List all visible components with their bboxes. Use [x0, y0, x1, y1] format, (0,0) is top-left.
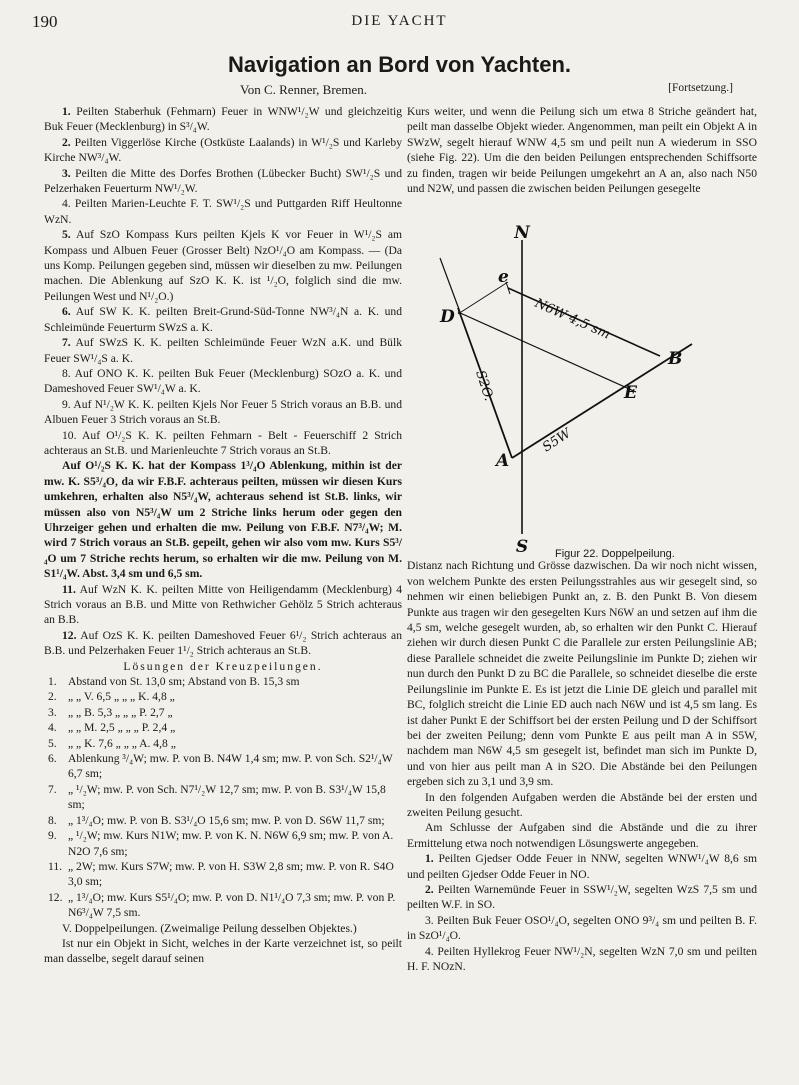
solution-number: 8.: [48, 813, 57, 827]
solution-row: [44, 674, 402, 689]
solution-number: 4.: [48, 721, 57, 735]
page-number: 190: [32, 12, 58, 31]
paragraph-tasks-intro: In den folgenden Aufgaben werden die Abstände bei der ersten und zweiten Peilung gesucht.: [407, 790, 757, 819]
paragraph-construction: Distanz nach Richtung und Grösse dazwischen. Da wir noch nicht wissen, von welchem Punkte des ersten Peilungsstrahles aus wir gesegelt sind, so nehmen wir einen beliebigen Punkt an, z. B. den Punkt B. Von diesem Punkte aus tragen wir den gesegelten Kurs N6W an und setzen auf ihm die 4,5 sm, welche gesegelt wurden, ab, so erhalten wir den Punkt C. Hierauf ziehen wir durch diesen Punkt C die Parallele zur ersten Peilungslinie AB; diese Parallele schneidet die zweite Peilungslinie im Punkte D; ziehen wir nun durch den Punkt D zu BC die Parallele, so schneidet dieselbe die erste Peilungslinie im Punkte E. Es ist jetzt die Linie DE gleich und parallel mit BC, folglich streicht die Linie ED auch nach N6W und ist 4,5 sm lang. Es ist daher Punkt E der Schiffsort bei der ersten Peilung und D der Schiffsort bei der zweiten Peilung; denn vom Punkte E aus peilt man A in S5W, nachdem man N6W 4,5 sm gesegelt ist, befindet man sich im Punkte D, und von hier aus peilt man A in S2O. Die Abstände bei den Peilungen ergeben sich zu 3,1 und 3,9 sm.: [407, 559, 757, 789]
worked-example: [44, 458, 402, 581]
bearing-diagram: [430, 222, 730, 552]
solution-text: „ 1³/₄O; mw. P. von B. S3¹/₄O 15,6 sm; mw. P. von D. S6W 11,7 sm;: [68, 813, 385, 827]
solution-row: [44, 705, 402, 720]
task-3: 3. Peilten Buk Feuer OSO¹/₄O, segelten ONO 9³/₄ sm und peilten B. F. in SzO¹/₄O.: [407, 913, 757, 943]
bearing-line-ab: [512, 344, 692, 458]
solution-row: [44, 859, 402, 890]
exercise-text: Peilten Viggerlöse Kirche (Ostküste Laalands) in W¹/₂S und Karleby Kirche NW³/₄W.: [44, 135, 402, 165]
exercise-number: 7.: [62, 336, 71, 350]
exercise-11: [44, 582, 402, 628]
running-title: DIE YACHT: [351, 13, 448, 29]
exercise-3: [44, 166, 402, 197]
exercise-7: [44, 335, 402, 366]
solution-text: „ „ B. 5,3 „ „ „ P. 2,7 „: [68, 705, 173, 719]
exercise-number: 6.: [62, 305, 71, 319]
exercise-text: Auf SWzS K. K. peilten Schleimünde Feuer WzN a.K. und Bülk Feuer SW¹/₄S a. K.: [44, 336, 402, 365]
label-n6w: N6W 4,5 sm: [532, 295, 613, 343]
solution-row: [44, 720, 402, 735]
exercise-1: [44, 104, 402, 135]
exercise-number: 2.: [62, 135, 71, 149]
solution-row: [44, 890, 402, 921]
paragraph-solutions-note: Am Schlusse der Aufgaben sind die Abstände und die zu ihrer Ermittelung etwa noch notwendigen Lösungswerte angegeben.: [407, 821, 757, 850]
task-2: [407, 882, 757, 913]
solutions-heading: Lösungen der Kreuzpeilungen.: [123, 659, 323, 673]
worked-example-text: Auf O¹/₂S K. K. hat der Kompass 1³/₄O Ablenkung, mithin ist der mw. K. S5³/₄O, da wir F.B.F. achteraus peilten, müssen wir diesen Kurs umkehren, erhalten also N5³/₄W, achteraus sehend ist St.B. links, wir müssen also von N5³/₄W um 2 Striche links herum oder gegen den Uhrzeiger gehen und erhalten die mw. Peilung von F.B.F. N7³/₄W; M. wird 7 Strich voraus an St.B. gepeilt, gehen wir also vom mw. Kurs S5³/₄O um 7 Striche rechts herum, so erhalten wir die mw. Peilung von M. S1¹/₄W. Abst. 3,4 sm und 6,5 sm.: [44, 459, 402, 581]
label-s2o: S2O.: [472, 368, 497, 403]
section-v-heading: V. Doppelpeilungen. (Zweimalige Peilung desselben Objektes.): [62, 921, 357, 935]
exercise-number: 5.: [62, 228, 71, 242]
exercise-8: 8. Auf ONO K. K. peilten Buk Feuer (Mecklenburg) SOzO a. K. und Dameshoved Feuer SW¹/₄W a. K.: [44, 366, 402, 396]
solution-number: 2.: [48, 690, 57, 704]
paragraph-continued: Kurs weiter, und wenn die Peilung sich um etwa 8 Striche geändert hat, peilt man dasselbe Objekt wieder. Angenommen, man peilt ein Objekt A in SWzW, segelt hierauf WNW 4,5 sm und peilt nun A wiederum in SSO (siehe Fig. 22). Um die den beiden Peilungen entsprechenden Schiffsorte zu finden, tragen wir beide Peilungen umgekehrt an A an, also nach N50 und N2W, und passen die zwischen beiden Peilungen gesegelte: [407, 105, 757, 196]
solution-row: [44, 828, 402, 859]
exercise-number: 12.: [62, 628, 77, 642]
article-title: Navigation an Bord von Yachten.: [227, 52, 572, 77]
exercise-9: 9. Auf N¹/₂W K. K. peilten Kjels Nor Feuer 5 Strich voraus an B.B. und Albuen Feuer 3 Strich voraus an St.B.: [44, 397, 402, 427]
exercise-10: 10. Auf O¹/₂S K. K. peilten Fehmarn - Belt - Feuerschiff 2 Strich achteraus an St.B. und Marienleuchte 7 Strich voraus an St.B.: [44, 428, 402, 457]
exercise-2: [44, 135, 402, 166]
exercise-text: Auf OzS K. K. peilten Dameshoved Feuer 6¹/₂ Strich achteraus an B.B. und Pelzerhaken Feuer 1¹/₂ Strich achteraus an St.B.: [44, 628, 402, 658]
solution-number: 3.: [48, 705, 57, 719]
solution-text: „ 1³/₄O; mw. Kurs S5¹/₄O; mw. P. von D. N1¹/₄O 7,3 sm; mw. P. von P. N6³/₄W 7,5 sm.: [68, 890, 396, 920]
exercise-5: [44, 227, 402, 304]
left-column: [44, 104, 402, 967]
solution-text: „ „ K. 7,6 „ „ „ A. 4,8 „: [68, 736, 176, 750]
solution-row: [44, 736, 402, 751]
task-text: Peilten Warnemünde Feuer in SSW¹/₂W, segelten WzS 7,5 sm und peilten W.F. in SO.: [407, 882, 757, 912]
figure-doppelpeilung: [430, 222, 730, 572]
exercise-number: 1.: [62, 105, 71, 118]
solution-text: Ablenkung ³/₄W; mw. P. von B. N4W 1,4 sm; mw. P. von Sch. S2¹/₄W 6,7 sm;: [68, 752, 393, 781]
solutions-table: [44, 674, 402, 921]
task-1: [407, 851, 757, 882]
task-4: 4. Peilten Hyllekrog Feuer NW¹/₂N, segelten WzN 7,0 sm und peilten H. F. NOzN.: [407, 944, 757, 973]
exercise-text: Auf SW K. K. peilten Breit-Grund-Süd-Tonne NW³/₄N a. K. und Schleimünde Feuerturm SWzS a. K.: [44, 305, 402, 334]
solution-number: 6.: [48, 752, 57, 766]
label-c: e: [498, 267, 509, 287]
label-s5w: S5W: [540, 426, 574, 456]
solution-number: 11.: [48, 859, 63, 873]
exercise-text: Auf SzO Kompass Kurs peilten Kjels K vor Feuer in W¹/₂S am Kompass und Albuen Feuer (Grosser Belt) NzO¹/₄O am Kompass. — (Da uns Komp. Peilungen gegeben sind, müssen wir dieselben zu mw. Peilungen machen. Die Ablenkung auf SzO K. K. ist ¹/₂O, folglich sind die mw. Peilungen West und N¹/₂O.): [44, 228, 402, 303]
solution-text: Abstand von St. 13,0 sm; Abstand von B. 15,3 sm: [68, 675, 300, 689]
label-b: B: [668, 349, 683, 369]
task-number: 1.: [425, 852, 434, 866]
exercise-number: 3.: [62, 166, 71, 180]
solution-text: „ 2W; mw. Kurs S7W; mw. P. von H. S3W 2,8 sm; mw. P. von R. S4O 3,0 sm;: [68, 859, 394, 889]
paragraph-doppelpeilung: Ist nur ein Objekt in Sicht, welches in der Karte verzeichnet ist, so peilt man dasselbe, segelt darauf seinen: [44, 936, 402, 966]
solution-text: „ „ M. 2,5 „ „ „ P. 2,4 „: [68, 721, 176, 735]
exercise-number: 11.: [62, 582, 76, 596]
article-byline: Von C. Renner, Bremen.: [240, 82, 368, 97]
solution-number: 12.: [48, 890, 63, 904]
solution-number: 5.: [48, 736, 57, 750]
figure-caption: Figur 22. Doppelpeilung.: [555, 548, 675, 560]
exercise-text: Peilten die Mitte des Dorfes Brothen (Lübecker Bucht) SW¹/₂S und Pelzerhaken Feuerturm NW¹/₂W.: [44, 166, 402, 196]
solution-text: „ „ V. 6,5 „ „ „ K. 4,8 „: [68, 690, 175, 704]
exercise-6: [44, 304, 402, 335]
label-north: N: [514, 223, 530, 243]
solution-text: „ ¹/₂W; mw. Kurs N1W; mw. P. von K. N. N6W 6,9 sm; mw. P. von A. N2O 7,6 sm;: [68, 829, 394, 858]
label-d: D: [440, 307, 455, 327]
solution-text: „ ¹/₂W; mw. P. von Sch. N7¹/₂W 12,7 sm; mw. P. von B. S3¹/₄W 15,8 sm;: [68, 782, 386, 812]
exercise-4: 4. Peilten Marien-Leuchte F. T. SW¹/₂S und Puttgarden Riff Heultonne WzN.: [44, 197, 402, 226]
continuation-note: [Fortsetzung.]: [668, 82, 733, 94]
solution-row: [44, 751, 402, 782]
bearing-line-ext: [440, 258, 460, 312]
solution-row: [44, 689, 402, 704]
solution-number: 9.: [48, 829, 57, 843]
label-south: S: [515, 537, 529, 552]
solution-number: 7.: [48, 782, 57, 796]
exercise-text: Auf WzN K. K. peilten Mitte von Heiligendamm (Mecklenburg) 4 Strich voraus an B.B. und Mitte von Rethwicher Gehölz 5 Strich achteraus an B.B.: [44, 582, 402, 627]
label-a: A: [496, 451, 510, 471]
task-number: 2.: [425, 882, 434, 896]
solution-row: [44, 813, 402, 828]
solution-row: [44, 782, 402, 813]
label-e: E: [624, 383, 637, 403]
exercise-12: [44, 628, 402, 659]
exercise-text: Peilten Staberhuk (Fehmarn) Feuer in WNW¹/₂W und gleichzeitig Buk Feuer (Mecklenburg) in S³/₄W.: [44, 105, 402, 134]
task-text: Peilten Gjedser Odde Feuer in NNW, segelten WNW¹/₄W 8,6 sm und peilten Gjedser Odde Feuer in NO.: [407, 852, 757, 881]
solution-number: 1.: [48, 675, 57, 689]
